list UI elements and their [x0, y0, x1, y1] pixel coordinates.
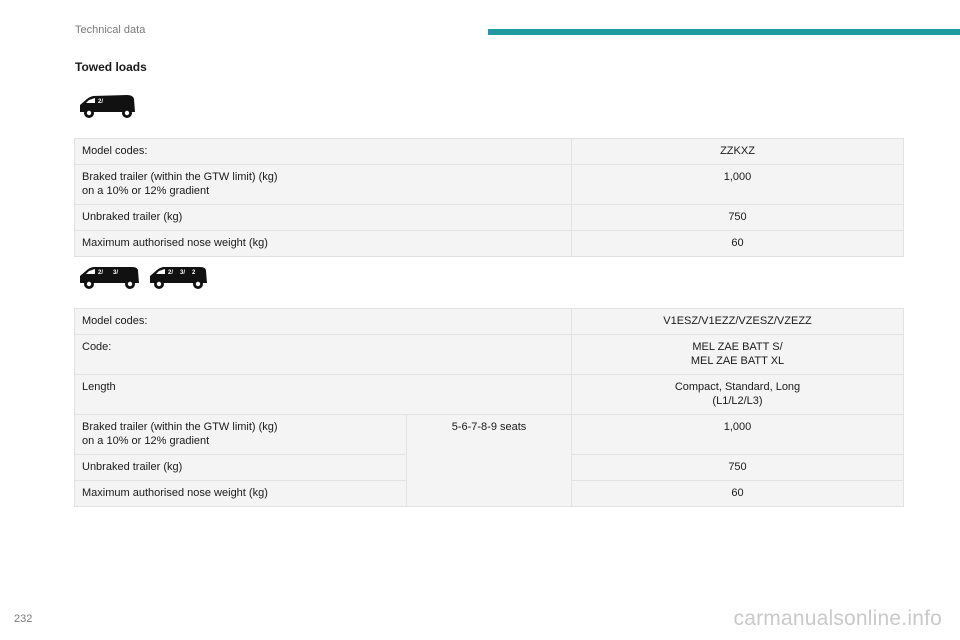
- row-value: 1,000: [572, 415, 904, 455]
- van-side-icon: [77, 92, 137, 122]
- row-label: Maximum authorised nose weight (kg): [75, 231, 572, 257]
- row-label: [75, 415, 407, 455]
- seats-cell: 5-6-7-8-9 seats: [407, 415, 572, 507]
- header-accent-bar: [488, 29, 960, 35]
- row-value: 60: [572, 481, 904, 507]
- table-row: [75, 231, 904, 257]
- section-label: Technical data: [75, 24, 146, 36]
- row-value: V1ESZ/V1EZZ/VZESZ/VZEZZ: [572, 309, 904, 335]
- svg-text:2: 2: [192, 270, 196, 276]
- page-number: 232: [14, 613, 33, 625]
- towed-loads-table-2: [74, 308, 904, 507]
- value-line: Compact, Standard, Long: [674, 381, 801, 393]
- svg-text:3/: 3/: [113, 270, 119, 276]
- svg-text:2/: 2/: [98, 270, 104, 276]
- row-value: ZZKXZ: [572, 139, 904, 165]
- row-value: [572, 375, 904, 415]
- value-line: MEL ZAE BATT S/: [692, 341, 783, 353]
- table-row: [75, 165, 904, 205]
- table-row: [75, 335, 904, 375]
- table-row: [75, 375, 904, 415]
- row-value: 750: [572, 455, 904, 481]
- svg-text:2/: 2/: [168, 270, 174, 276]
- heading-towed-loads: Towed loads: [75, 60, 147, 74]
- row-label: Unbraked trailer (kg): [75, 455, 407, 481]
- row-label: Code:: [75, 335, 572, 375]
- label-line: Braked trailer (within the GTW limit) (kg): [82, 171, 278, 183]
- row-label: Unbraked trailer (kg): [75, 205, 572, 231]
- watermark: carmanualsonline.info: [733, 607, 942, 630]
- row-value: 60: [572, 231, 904, 257]
- table-row: [75, 139, 904, 165]
- row-value: [572, 335, 904, 375]
- row-label: Model codes:: [75, 309, 572, 335]
- label-line: on a 10% or 12% gradient: [82, 435, 210, 447]
- table-row: [75, 205, 904, 231]
- table-row: [75, 309, 904, 335]
- label-line: on a 10% or 12% gradient: [82, 185, 210, 197]
- svg-text:2/: 2/: [98, 99, 104, 105]
- row-label: Model codes:: [75, 139, 572, 165]
- row-label: Maximum authorised nose weight (kg): [75, 481, 407, 507]
- svg-text:3/: 3/: [180, 270, 186, 276]
- van-side-icon: [147, 264, 209, 292]
- table-row: [75, 415, 904, 455]
- van-side-icon: [77, 264, 141, 292]
- label-line: Braked trailer (within the GTW limit) (kg): [82, 421, 278, 433]
- row-value: 1,000: [572, 165, 904, 205]
- row-value: 750: [572, 205, 904, 231]
- towed-loads-table-1: [74, 138, 904, 257]
- value-line: (L1/L2/L3): [712, 395, 763, 407]
- row-label: [75, 165, 572, 205]
- value-line: MEL ZAE BATT XL: [690, 355, 785, 367]
- row-label: Length: [75, 375, 572, 415]
